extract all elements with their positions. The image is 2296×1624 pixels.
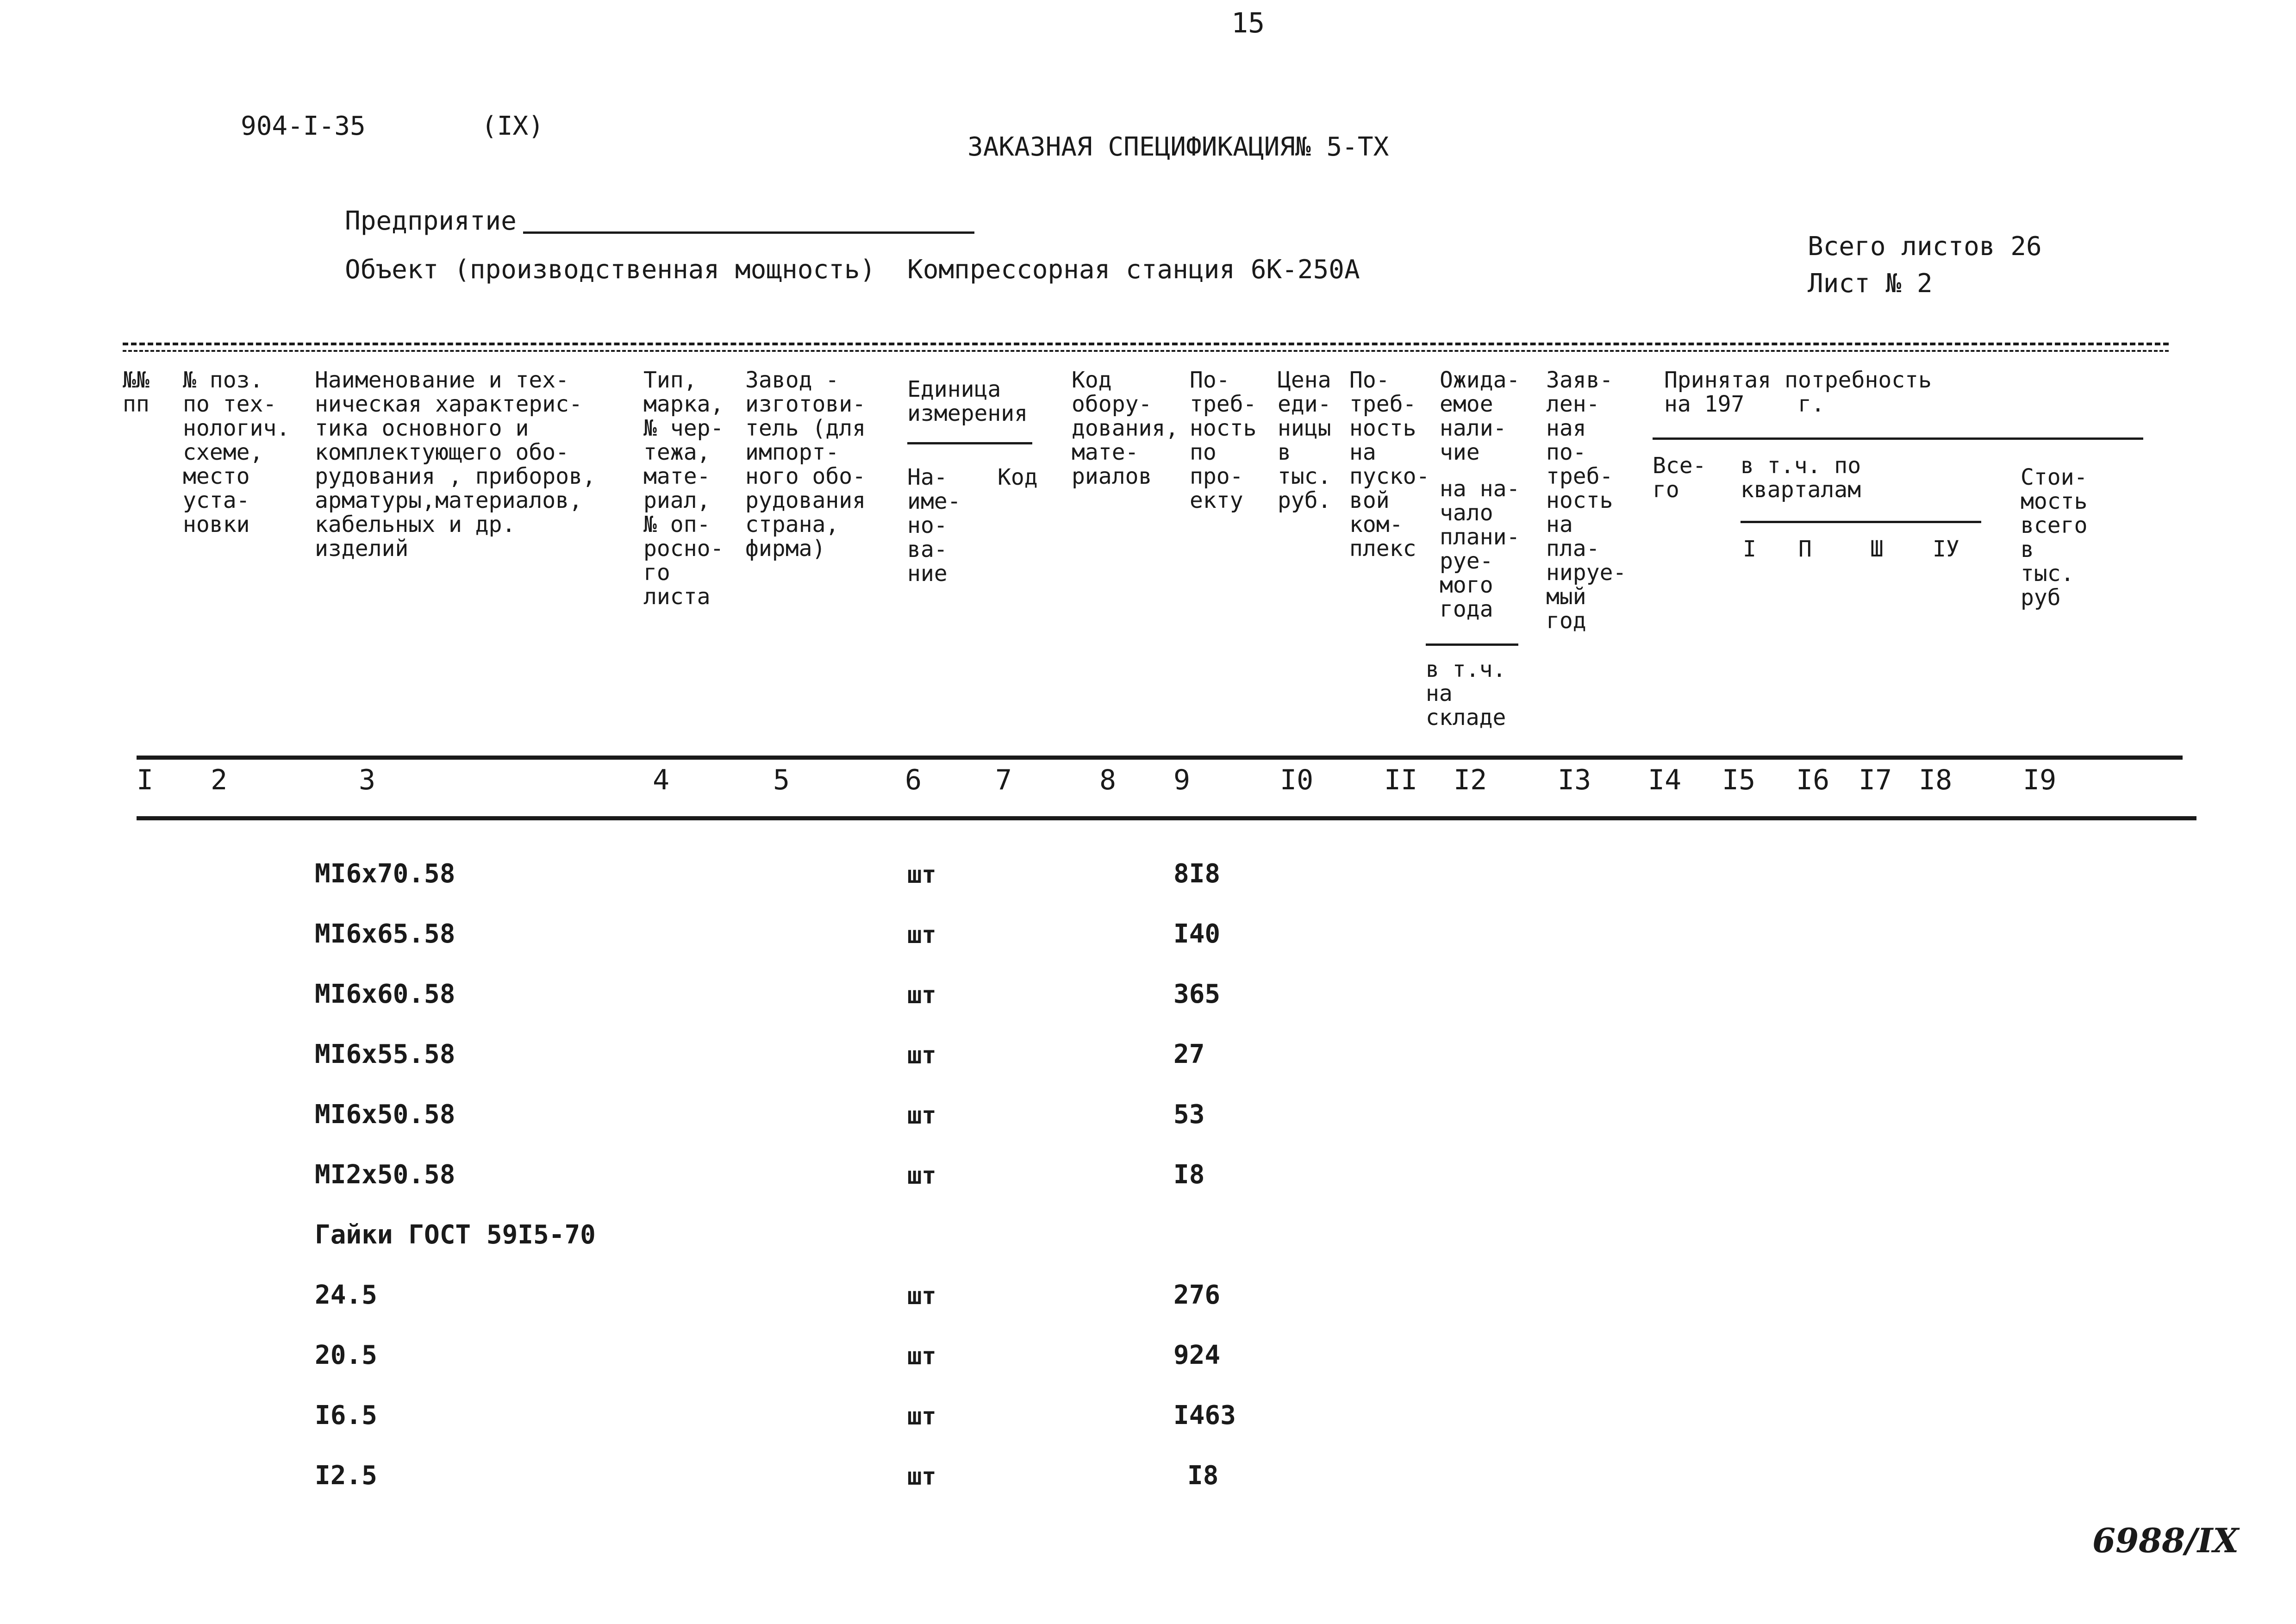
header-col-12-c: в т.ч. на складе (1426, 656, 1506, 731)
column-number-11: II (1384, 764, 1418, 796)
header-col-12-b: на на- чало плани- руе- мого года (1440, 476, 1520, 622)
row-4-unit: шт (907, 1042, 936, 1069)
sheet-label: Лист № (1808, 269, 1902, 299)
row-8-qty: 276 (1173, 1280, 1221, 1310)
column-number-12: I2 (1454, 764, 1487, 796)
column-numbers-bottom-rule (137, 816, 2196, 820)
header-col-12-a: Ожида- емое нали- чие (1440, 367, 1520, 465)
column-number-6: 6 (905, 764, 922, 796)
header-col-4: Тип, марка, № чер- тежа, мате- риал, № оп- росно- го листа (643, 367, 724, 610)
header-col-13: Заяв- лен- ная по- треб- ность на пла- нируе- мый год (1546, 367, 1627, 634)
row-2-qty: I40 (1173, 919, 1221, 949)
column-number-17: I7 (1859, 764, 1892, 796)
column-number-13: I3 (1558, 764, 1591, 796)
header-unit-group: Единица измерения (907, 376, 1028, 426)
row-1-qty: 8I8 (1173, 859, 1221, 889)
header-col-16: П (1798, 536, 1812, 562)
header-accepted-group: Принятая потребность на 197 г. (1664, 367, 1932, 417)
row-4-name: МI6х55.58 (315, 1039, 455, 1069)
row-11-qty: I8 (1187, 1461, 1219, 1491)
total-sheets-value: 26 (2010, 231, 2042, 262)
header-col-10: Цена еди- ницы в тыс. руб. (1278, 367, 1331, 513)
enterprise-blank-line (523, 211, 974, 234)
header-col-15: I (1743, 536, 1756, 562)
column-number-3: 3 (359, 764, 376, 796)
accepted-group-rule (1653, 437, 2143, 440)
header-col-17: Ш (1870, 536, 1884, 562)
header-col-3: Наименование и тех- ническая характерис- тика основного и комплектующего обо- рудования , приборов, арматуры,материалов, кабельных и др. изделий (315, 367, 596, 562)
column-number-14: I4 (1648, 764, 1682, 796)
header-col-11: По- треб- ность на пуско- вой ком- плекс (1349, 367, 1430, 562)
row-6-name: МI2х50.58 (315, 1160, 455, 1190)
sheet-value: 2 (1917, 269, 1933, 299)
row-5-name: МI6х50.58 (315, 1099, 455, 1130)
row-4-qty: 27 (1173, 1039, 1205, 1069)
header-col-18: IУ (1933, 536, 1959, 562)
header-col-6: На- име- но- ва- ние (907, 464, 961, 587)
row-10-name: I6.5 (315, 1400, 377, 1430)
enterprise-label: Предприятие (345, 206, 517, 236)
column-number-1: I (137, 764, 154, 796)
row-9-unit: шт (907, 1343, 936, 1370)
header-col-1: №№ пп (123, 367, 150, 417)
header-col-19: Стои- мость всего в тыс. руб (2021, 464, 2088, 611)
row-6-qty: I8 (1173, 1160, 1205, 1190)
archive-code: 6988/IX (2092, 1521, 2239, 1560)
row-10-unit: шт (907, 1403, 936, 1430)
total-sheets-label: Всего листов (1808, 231, 1995, 262)
column-number-18: I8 (1919, 764, 1953, 796)
row-8-unit: шт (907, 1282, 936, 1310)
row-2-unit: шт (907, 921, 936, 949)
row-10-qty: I463 (1173, 1400, 1236, 1430)
row-3-unit: шт (907, 981, 936, 1009)
header-col-9: По- треб- ность по про- екту (1190, 367, 1257, 513)
column-number-15: I5 (1722, 764, 1756, 796)
header-col-5: Завод - изготови- тель (для импорт- ного обо- рудования страна, фирма) (745, 367, 866, 562)
total-sheets (1808, 231, 2042, 262)
row-11-unit: шт (907, 1463, 936, 1491)
page-number: 15 (1231, 7, 1265, 39)
row-1-name: МI6х70.58 (315, 859, 455, 889)
row-3-qty: 365 (1173, 979, 1221, 1009)
header-col-8: Код обору- дования, мате- риалов (1072, 367, 1179, 489)
column-number-7: 7 (995, 764, 1012, 796)
column-number-8: 8 (1099, 764, 1117, 796)
header-col-2: № поз. по тех- нологич. схеме, место уста- новки (183, 367, 290, 537)
column-number-2: 2 (211, 764, 228, 796)
row-5-qty: 53 (1173, 1099, 1205, 1130)
object-value: Компрессорная станция 6К-250А (907, 255, 1360, 285)
column-number-5: 5 (773, 764, 790, 796)
column-number-19: I9 (2023, 764, 2057, 796)
row-5-unit: шт (907, 1102, 936, 1130)
header-top-rule-2 (123, 350, 2169, 352)
header-col-14: Все- го (1653, 453, 1706, 503)
column-number-4: 4 (653, 764, 670, 796)
row-6-unit: шт (907, 1162, 936, 1190)
unit-group-rule (907, 442, 1032, 444)
doc-code: 904-I-35 (241, 111, 366, 141)
row-11-name: I2.5 (315, 1461, 377, 1491)
header-top-rule (123, 343, 2169, 345)
quarters-group-rule (1741, 521, 1981, 523)
object-label: Объект (производственная мощность) (345, 255, 876, 285)
row-2-name: МI6х65.58 (315, 919, 455, 949)
column-numbers-top-rule (137, 756, 2183, 760)
row-9-qty: 924 (1173, 1340, 1221, 1370)
sheet-number (1808, 271, 1933, 297)
column-number-16: I6 (1796, 764, 1830, 796)
row-7-section-name: Гайки ГОСТ 59I5-70 (315, 1220, 596, 1250)
column-number-10: I0 (1280, 764, 1314, 796)
column-number-9: 9 (1173, 764, 1191, 796)
col-12-rule (1426, 643, 1518, 646)
row-1-unit: шт (907, 861, 936, 889)
page-title: ЗАКАЗНАЯ СПЕЦИФИКАЦИЯ№ 5-ТХ (967, 132, 1389, 162)
row-9-name: 20.5 (315, 1340, 377, 1370)
header-col-7: Код (998, 464, 1038, 490)
row-8-name: 24.5 (315, 1280, 377, 1310)
doc-volume: (IX) (481, 111, 544, 141)
row-3-name: МI6х60.58 (315, 979, 455, 1009)
header-quarters-group: в т.ч. по кварталам (1741, 453, 1861, 503)
